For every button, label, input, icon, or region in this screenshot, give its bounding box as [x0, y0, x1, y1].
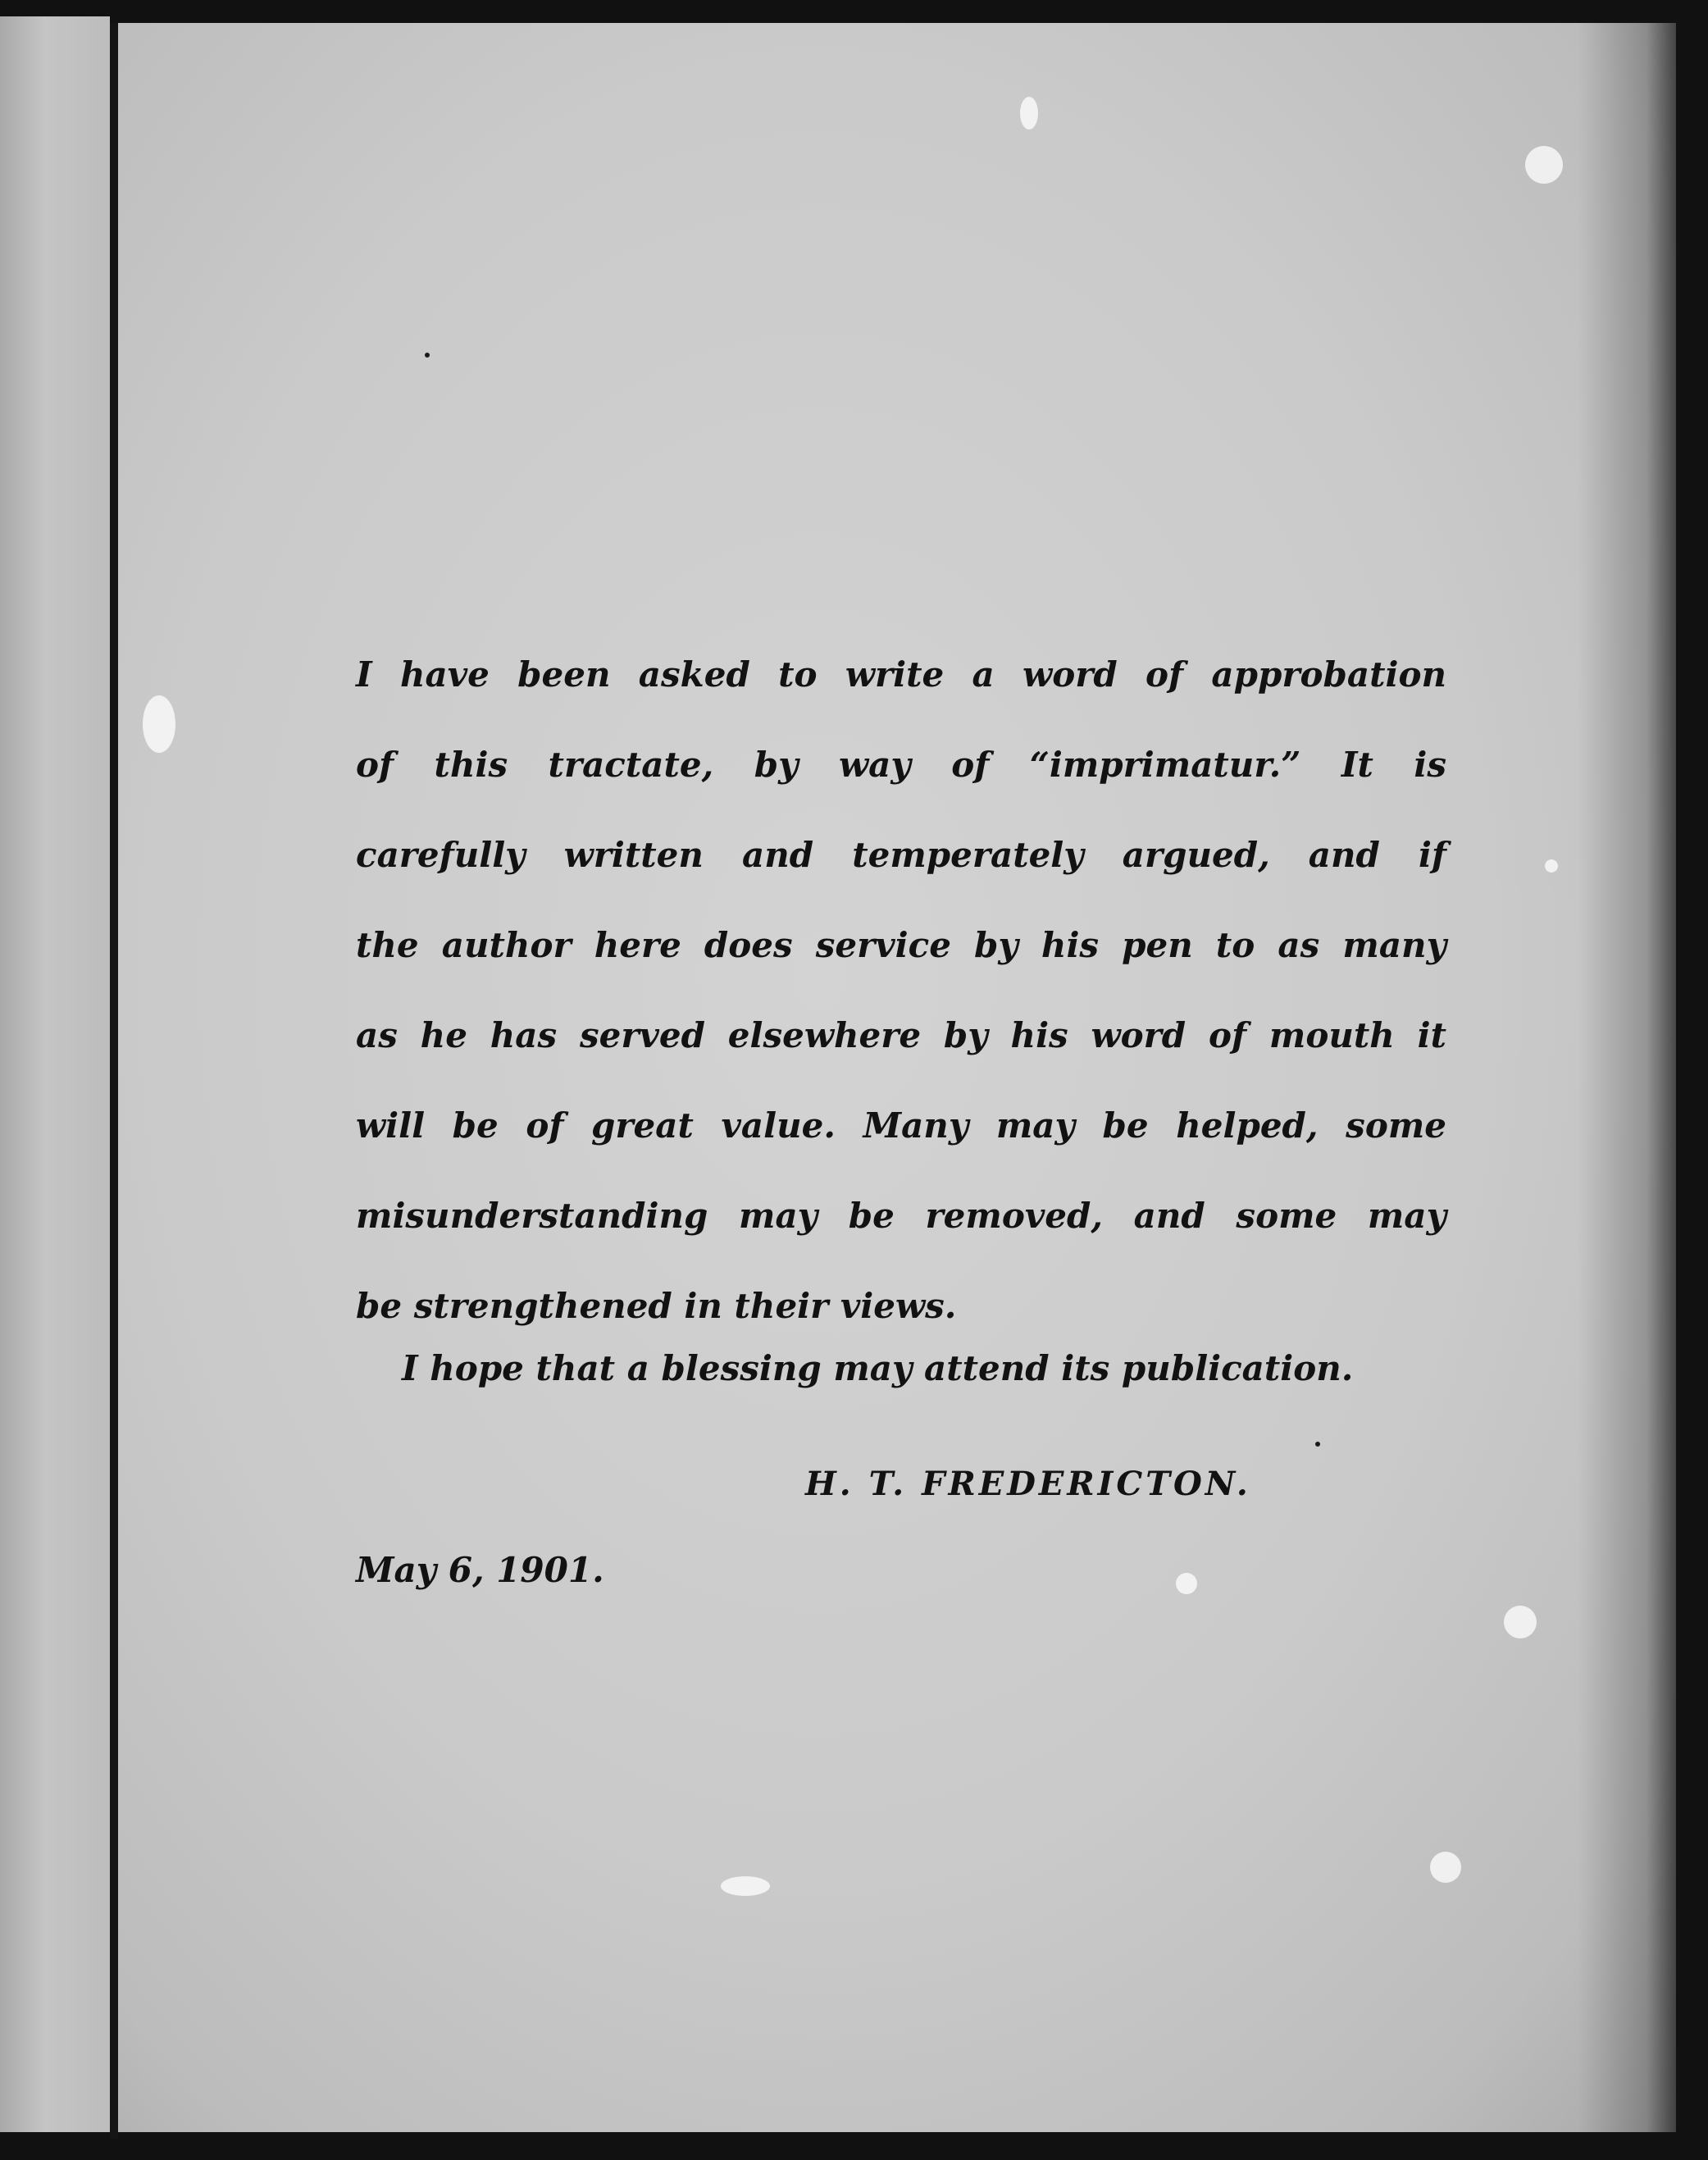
paragraph-line: be strengthened in their views.: [356, 1286, 957, 1326]
paragraph-line: misunderstanding may be removed, and some may: [356, 1196, 1446, 1236]
scan-speck: [1315, 1442, 1320, 1447]
paragraph-line: as he has served elsewhere by his word of mouth it: [356, 1015, 1446, 1055]
paragraph-line: carefully written and temperately argued, and if: [356, 835, 1446, 875]
paragraph-line: I have been asked to write a word of approbation: [356, 654, 1446, 695]
closing-sentence: I hope that a blessing may attend its publication.: [402, 1348, 1354, 1388]
scan-speck: [1176, 1573, 1197, 1594]
paragraph-line: the author here does service by his pen to as many: [356, 925, 1446, 965]
page-gutter: [110, 23, 118, 2139]
scan-speck: [721, 1876, 770, 1896]
scan-speck: [1020, 97, 1038, 130]
approbation-paragraph: [356, 630, 1446, 1351]
signature: H. T. FREDERICTON.: [805, 1465, 1251, 1503]
scan-speck: [1430, 1852, 1461, 1883]
paragraph-line: of this tractate, by way of “imprimatur.” It is: [356, 745, 1446, 785]
facing-page-edge: [0, 16, 110, 2132]
scan-speck: [1545, 859, 1558, 873]
scan-speck: [143, 695, 175, 753]
date-line: May 6, 1901.: [356, 1550, 604, 1590]
paragraph-line: will be of great value. Many may be helped, some: [356, 1105, 1446, 1146]
scan-speck: [1525, 146, 1563, 184]
page-sheet: [118, 23, 1676, 2132]
scan-speck: [1504, 1606, 1537, 1638]
scan-speck: [425, 353, 430, 358]
